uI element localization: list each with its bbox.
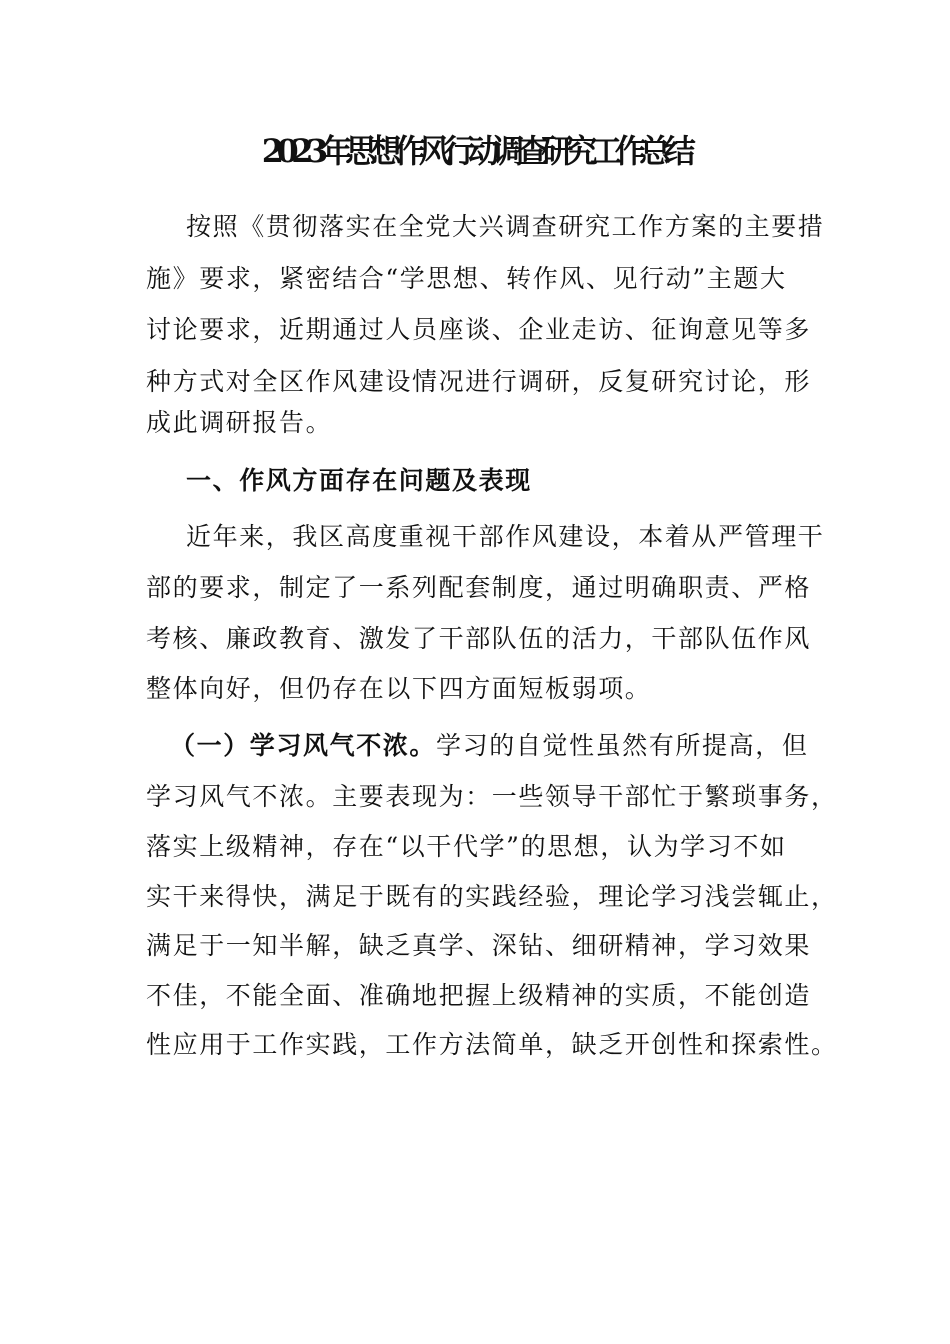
document-title: 2023年思想作风行动调查研究工作总结 <box>261 132 689 170</box>
item-1-line-4: 实干来得快，满足于既有的实践经验，理论学习浅尝辄止， <box>146 882 838 911</box>
intro-line-1: 按照《贯彻落实在全党大兴调查研究工作方案的主要措 <box>186 212 825 241</box>
item-1-line-3: 落实上级精神，存在“以干代学”的思想，认为学习不如 <box>146 832 787 861</box>
item-1-line-5: 满足于一知半解，缺乏真学、深钻、细研精神，学习效果 <box>146 931 812 960</box>
intro-line-3: 讨论要求，近期通过人员座谈、企业走访、征询意见等多 <box>146 315 812 344</box>
section-1-line-2: 部的要求，制定了一系列配套制度，通过明确职责、严格 <box>146 573 812 602</box>
item-1-heading: （一）学习风气不浓。 <box>170 731 437 760</box>
item-1-line-2: 学习风气不浓。主要表现为：一些领导干部忙于繁琐事务， <box>146 782 838 811</box>
item-1-line-6: 不佳，不能全面、准确地把握上级精神的实质，不能创造 <box>146 981 812 1010</box>
item-1-line-1-text: 学习的自觉性虽然有所提高，但 <box>436 731 809 760</box>
intro-line-2: 施》要求，紧密结合“学思想、转作风、见行动”主题大 <box>146 264 787 293</box>
section-1-line-1: 近年来，我区高度重视干部作风建设，本着从严管理干 <box>186 522 825 551</box>
section-1-line-4: 整体向好，但仍存在以下四方面短板弱项。 <box>146 674 652 703</box>
intro-line-4: 种方式对全区作风建设情况进行调研，反复研究讨论，形 <box>146 367 812 396</box>
section-1-line-3: 考核、廉政教育、激发了干部队伍的活力，干部队伍作风 <box>146 624 812 653</box>
intro-line-5: 成此调研报告。 <box>146 408 333 437</box>
section-1-heading: 一、作风方面存在问题及表现 <box>186 466 532 495</box>
item-1-line-7: 性应用于工作实践，工作方法简单，缺乏开创性和探索性。 <box>146 1030 838 1059</box>
item-1-line-1 <box>170 728 808 764</box>
